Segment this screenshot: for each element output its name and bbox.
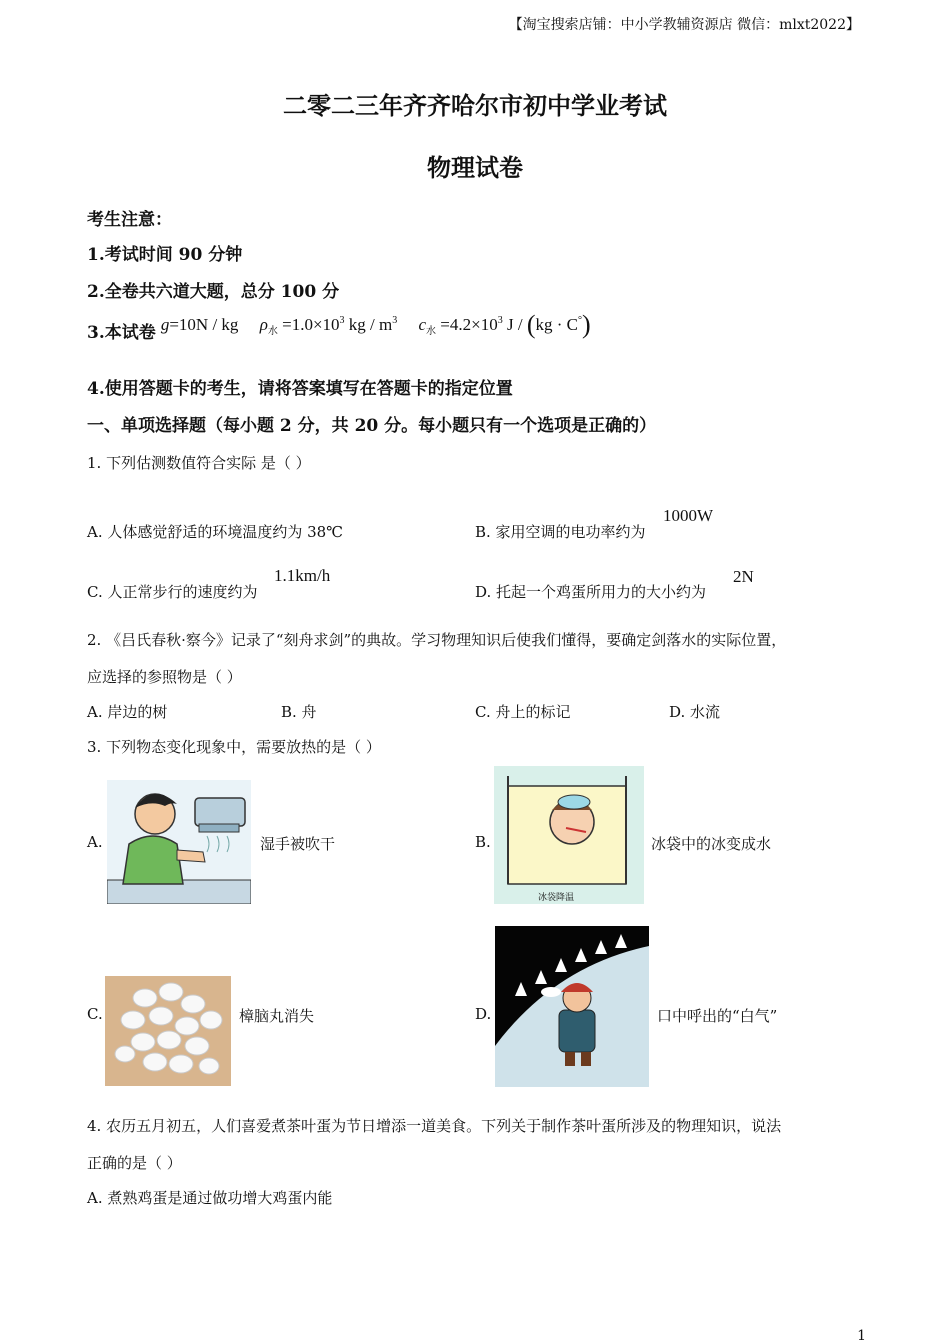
c-paren-open: ( (526, 310, 536, 339)
q2-option-c: C. 舟上的标记 (475, 703, 571, 721)
q2-option-a: A. 岸边的树 (87, 703, 168, 721)
white-breath-image (495, 926, 649, 1087)
q3-option-d-text: 口中呼出的“白气” (657, 1007, 778, 1025)
q3-option-a-text: 湿手被吹干 (260, 835, 336, 853)
rho-unit: kg / m (348, 315, 393, 334)
q1-stem: 1. 下列估测数值符合实际 是（ ） (87, 454, 311, 472)
q4-option-a: A. 煮熟鸡蛋是通过做功增大鸡蛋内能 (87, 1189, 333, 1207)
rho-symbol: ρ (259, 315, 268, 334)
q2-option-d: D. 水流 (669, 703, 721, 721)
section-1-heading: 一、单项选择题（每小题 2 分，共 20 分。每小题只有一个选项是正确的） (87, 416, 657, 436)
c-exponent: 3 (497, 315, 503, 326)
notice-heading: 考生注意： (87, 210, 172, 230)
q4-stem-line-2: 正确的是（ ） (87, 1154, 182, 1172)
degree-sign: ° (578, 315, 582, 326)
q1-option-d-value: 2N (733, 567, 754, 586)
q3-option-b-label: B. (475, 833, 491, 851)
q3-stem: 3. 下列物态变化现象中，需要放热的是（ ） (87, 738, 381, 756)
q2-stem-line-1: 2. 《吕氏春秋·察今》记录了“刻舟求剑”的典故。学习物理知识后使我们懂得，要确定剑落水的实际位置， (87, 631, 787, 649)
q1-option-b: B. 家用空调的电功率约为 (475, 523, 646, 541)
q2-option-b: B. 舟 (281, 703, 317, 721)
exam-subtitle: 物理试卷 (427, 153, 523, 182)
c-symbol: c (418, 315, 427, 334)
c-subscript: 水 (426, 326, 437, 337)
notice-item-4: 4.使用答题卡的考生，请将答案填写在答题卡的指定位置 (87, 379, 513, 399)
notice-item-2: 2.全卷共六道大题，总分 100 分 (87, 282, 340, 302)
q3-option-c-text: 樟脑丸消失 (239, 1007, 315, 1025)
rho-unit-exponent: 3 (392, 315, 398, 326)
q3-option-d-label: D. (475, 1005, 492, 1023)
constants-formula (160, 310, 591, 339)
q3-option-c-label: C. (87, 1005, 103, 1023)
q1-option-d: D. 托起一个鸡蛋所用力的大小约为 (475, 583, 707, 601)
q1-option-c-value: 1.1km/h (274, 566, 331, 585)
hand-dryer-image (107, 780, 251, 904)
q2-stem-line-2: 应选择的参照物是（ ） (87, 668, 242, 686)
ice-pack-image (494, 766, 644, 904)
c-value: =4.2×10 (440, 315, 498, 334)
notice-item-3-prefix: 3.本试卷 (87, 323, 156, 343)
q3-option-b-text: 冰袋中的冰变成水 (651, 835, 772, 853)
c-unit-inner: kg · C (535, 315, 578, 334)
rho-subscript: 水 (267, 326, 278, 337)
q1-option-c: C. 人正常步行的速度约为 (87, 583, 258, 601)
mothballs-image (105, 976, 231, 1086)
g-value: =10N / kg (169, 315, 239, 334)
c-paren-close: ) (582, 310, 591, 339)
rho-exponent: 3 (339, 315, 345, 326)
q1-option-a: A. 人体感觉舒适的环境温度约为 38℃ (87, 523, 344, 541)
header-note: 【淘宝搜索店铺：中小学教辅资源店 微信：mlxt2022】 (508, 17, 860, 33)
ice-pack-caption: 冰袋降温 (538, 893, 575, 903)
exam-title: 二零二三年齐齐哈尔市初中学业考试 (283, 91, 667, 120)
g-symbol: g (160, 315, 170, 334)
notice-item-1: 1.考试时间 90 分钟 (87, 245, 243, 265)
notice-item-3 (87, 310, 591, 343)
q1-option-b-value: 1000W (663, 506, 714, 525)
c-unit: J / (506, 315, 527, 334)
q3-option-a-label: A. (87, 833, 103, 851)
page-number: 1 (857, 1328, 866, 1344)
rho-value: =1.0×10 (282, 315, 340, 334)
q4-stem-line-1: 4. 农历五月初五，人们喜爱煮茶叶蛋为节日增添一道美食。下列关于制作茶叶蛋所涉及的物理知识，说法 (87, 1117, 782, 1135)
